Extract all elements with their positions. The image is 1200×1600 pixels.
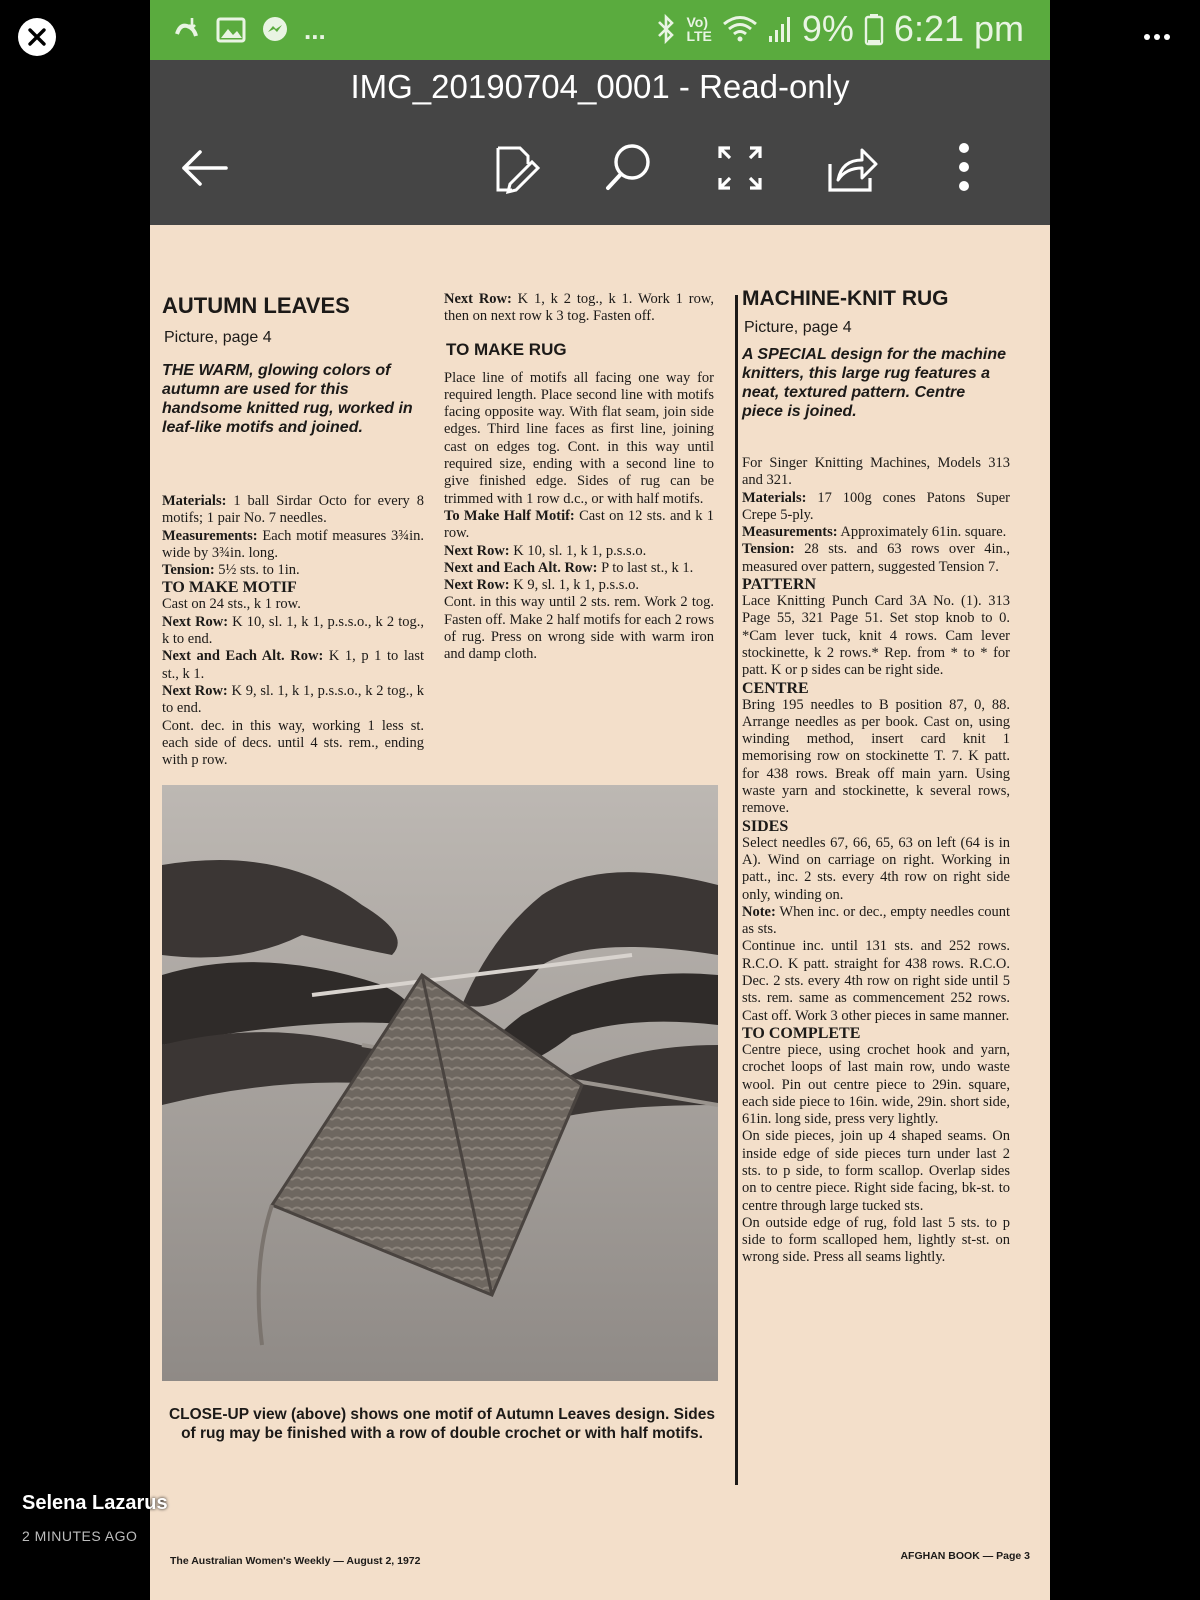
complete-text-2: On side pieces, join up 4 shaped seams. On inside edge of side pieces turn under last 2 sts. to p side, to form scallop. Overlap sides on to centre piece. Right side facing, bk-st. to centre through large tucked sts.	[742, 1128, 1010, 1214]
battery-percent: 9%	[801, 8, 854, 49]
knitting-photo	[162, 785, 718, 1381]
half-motif-row-2: Next and Each Alt. Row: P to last st., k 1.	[444, 559, 694, 576]
machine-knit-rug-column	[742, 287, 1010, 1267]
centre-text: Bring 195 needles to B position 87, 0, 88. Arrange needles as per book. Cast on, using winding method, insert card knit 1 memorising row on stockinette T. 7. K patt. for 438 rows. Break off main yarn. Using waste yarn and stockinette, k several rows, remove.	[742, 696, 1010, 817]
document-page[interactable]	[150, 225, 1050, 1600]
to-make-motif-heading: TO MAKE MOTIF	[162, 579, 297, 597]
page-footer-right: AFGHAN BOOK — Page 3	[900, 1550, 1030, 1562]
volte-indicator: Vo) LTE	[686, 14, 712, 44]
autumn-leaves-column	[162, 293, 424, 769]
clock: 6:21 pm	[893, 8, 1024, 49]
machine-knit-materials: Materials: 17 100g cones Patons Super Crepe 5-ply.	[742, 489, 1010, 523]
motif-final-rows: Next Row: K 1, k 2 tog., k 1. Work 1 row, then on next row k 3 tog. Fasten off.	[444, 291, 714, 325]
photo-caption: CLOSE-UP view (above) shows one motif of Autumn Leaves design. Sides of rug may be finished with a row of double crochet or with half motifs.	[168, 1406, 716, 1442]
motif-row-1: Next Row: K 10, sl. 1, k 1, p.s.s.o., k 2 tog., k to end.	[162, 613, 424, 648]
notification-more: ...	[304, 14, 326, 45]
autumn-leaves-picture-ref: Picture, page 4	[164, 329, 272, 346]
phone-screenshot	[150, 0, 1050, 1600]
motif-continue: Cont. dec. in this way, working 1 less st. each side of decs. until 4 sts. rem., ending with p row.	[162, 717, 424, 769]
motif-cast-on: Cast on 24 sts., k 1 row.	[162, 596, 301, 613]
battery-icon	[864, 12, 884, 46]
close-button[interactable]	[18, 18, 56, 56]
to-make-rug-heading: TO MAKE RUG	[446, 339, 567, 359]
autumn-leaves-materials: Materials: 1 ball Sirdar Octo for every 8 motifs; 1 pair No. 7 needles.	[162, 493, 424, 527]
more-vert-icon[interactable]	[936, 140, 992, 196]
edit-icon[interactable]	[488, 140, 544, 196]
signal-icon	[768, 14, 792, 44]
viewer-app-bar	[150, 60, 1050, 225]
column-divider	[735, 295, 738, 1485]
autumn-leaves-title: AUTUMN LEAVES	[162, 293, 350, 318]
wifi-icon	[722, 14, 758, 44]
motif-row-2: Next and Each Alt. Row: K 1, p 1 to last st., k 1.	[162, 648, 425, 682]
autumn-leaves-measurements: Measurements: Each motif measures 3¾in. wide by 3¾in. long.	[162, 527, 424, 561]
autumn-leaves-tension: Tension: 5½ sts. to 1in.	[162, 562, 300, 579]
messenger-icon	[260, 15, 290, 45]
knitting-hands-image	[162, 785, 718, 1381]
machine-knit-intro: A SPECIAL design for the machine knitters, this large rug features a neat, textured pattern. Centre piece is joined.	[742, 346, 1007, 420]
complete-text-3: On outside edge of rug, fold last 5 sts. to p side to form scalloped hem, lightly st-st. on wrong side. Press all seams lightly.	[742, 1214, 1010, 1266]
motif-row-3: Next Row: K 9, sl. 1, k 1, p.s.s.o., k 2 tog., k to end.	[162, 682, 424, 717]
machine-knit-for-singer: For Singer Knitting Machines, Models 313 and 321.	[742, 455, 1010, 489]
half-motif-row-3: Next Row: K 9, sl. 1, k 1, p.s.s.o.	[444, 577, 639, 594]
half-motif-row-1: Next Row: K 10, sl. 1, k 1, p.s.s.o.	[444, 542, 647, 559]
close-icon	[26, 26, 48, 48]
machine-knit-picture-ref: Picture, page 4	[744, 319, 852, 336]
pattern-text: Lace Knitting Punch Card 3A No. (1). 313 Page 55, 321 Page 51. Set stop knob to 0. *Cam lever tuck, knit 4 rows. Cam lever stockinette, k 2 rows.* Rep. from * to * for patt. K or p sides can be right side.	[742, 593, 1010, 679]
bluetooth-icon	[656, 12, 676, 46]
half-motif-continue: Cont. in this way until 2 sts. rem. Work 2 tog. Fasten off. Make 2 half motifs for each 2 rows of rug. Press on wrong side with warm iron and damp cloth.	[444, 594, 714, 663]
to-complete-heading: TO COMPLETE	[742, 1024, 861, 1042]
search-icon[interactable]	[600, 140, 656, 196]
sides-heading: SIDES	[742, 817, 789, 835]
half-motif-intro: To Make Half Motif: Cast on 12 sts. and k 1 row.	[444, 507, 714, 542]
back-arrow-icon[interactable]	[178, 140, 234, 196]
autumn-leaves-column-2	[444, 291, 714, 664]
autumn-leaves-intro: THE WARM, glowing colors of autumn are used for this handsome knitted rug, worked in leaf-like motifs and joined.	[162, 362, 413, 436]
machine-knit-rug-title: MACHINE-KNIT RUG	[742, 287, 949, 310]
post-timestamp: 2 MINUTES AGO	[22, 1528, 138, 1544]
rug-assembly-text: Place line of motifs all facing one way for required length. Place second line with motifs facing opposite way. With flat seam, join side edges. Third line faces as first line, joining cast on edges tog. Cont. in this way until required size, ending with a second line to give finished edge. Sides of rug can be trimmed with 1 row d.c., or with half motifs.	[444, 369, 714, 507]
sides-text: Select needles 67, 66, 65, 63 on left (64 is in A). Wind on carriage on right. Working in patt., inc. 2 sts. every 4th row on right side only, winding on.	[742, 834, 1010, 903]
post-author[interactable]: Selena Lazarus	[22, 1492, 168, 1514]
page-footer-left: The Australian Women's Weekly — August 2, 1972	[170, 1555, 421, 1567]
sides-note: Note: When inc. or dec., empty needles count as sts.	[742, 903, 1010, 938]
sides-continue: Continue inc. until 131 sts. and 252 rows. R.C.O. K patt. straight for 438 rows. R.C.O. Dec. 2 sts. every 4th row on right side until 5 sts. rem. same as commencement 252 rows. Cast off. Work 3 other pieces in same manner.	[742, 938, 1010, 1024]
more-horiz-icon	[1142, 28, 1172, 46]
gallery-icon	[216, 16, 246, 44]
pattern-heading: PATTERN	[742, 576, 817, 594]
complete-text-1: Centre piece, using crochet hook and yarn, crochet loops of last main row, undo waste wool. Pin out centre piece to 29in. square, each side piece to 16in. wide, 29in. short side, 61in. long side, press very lightly.	[742, 1041, 1010, 1128]
missed-call-icon	[172, 14, 202, 46]
more-options-button[interactable]	[1142, 28, 1172, 46]
share-icon[interactable]	[824, 140, 880, 196]
fullscreen-icon[interactable]	[712, 140, 768, 196]
status-bar	[150, 0, 1050, 60]
machine-knit-tension: Tension: 28 sts. and 63 rows over 4in., measured over pattern, suggested Tension 7.	[742, 541, 1010, 575]
centre-heading: CENTRE	[742, 679, 809, 697]
document-title: IMG_20190704_0001 - Read-only	[350, 68, 850, 105]
machine-knit-measurements: Measurements: Approximately 61in. square.	[742, 524, 1007, 541]
